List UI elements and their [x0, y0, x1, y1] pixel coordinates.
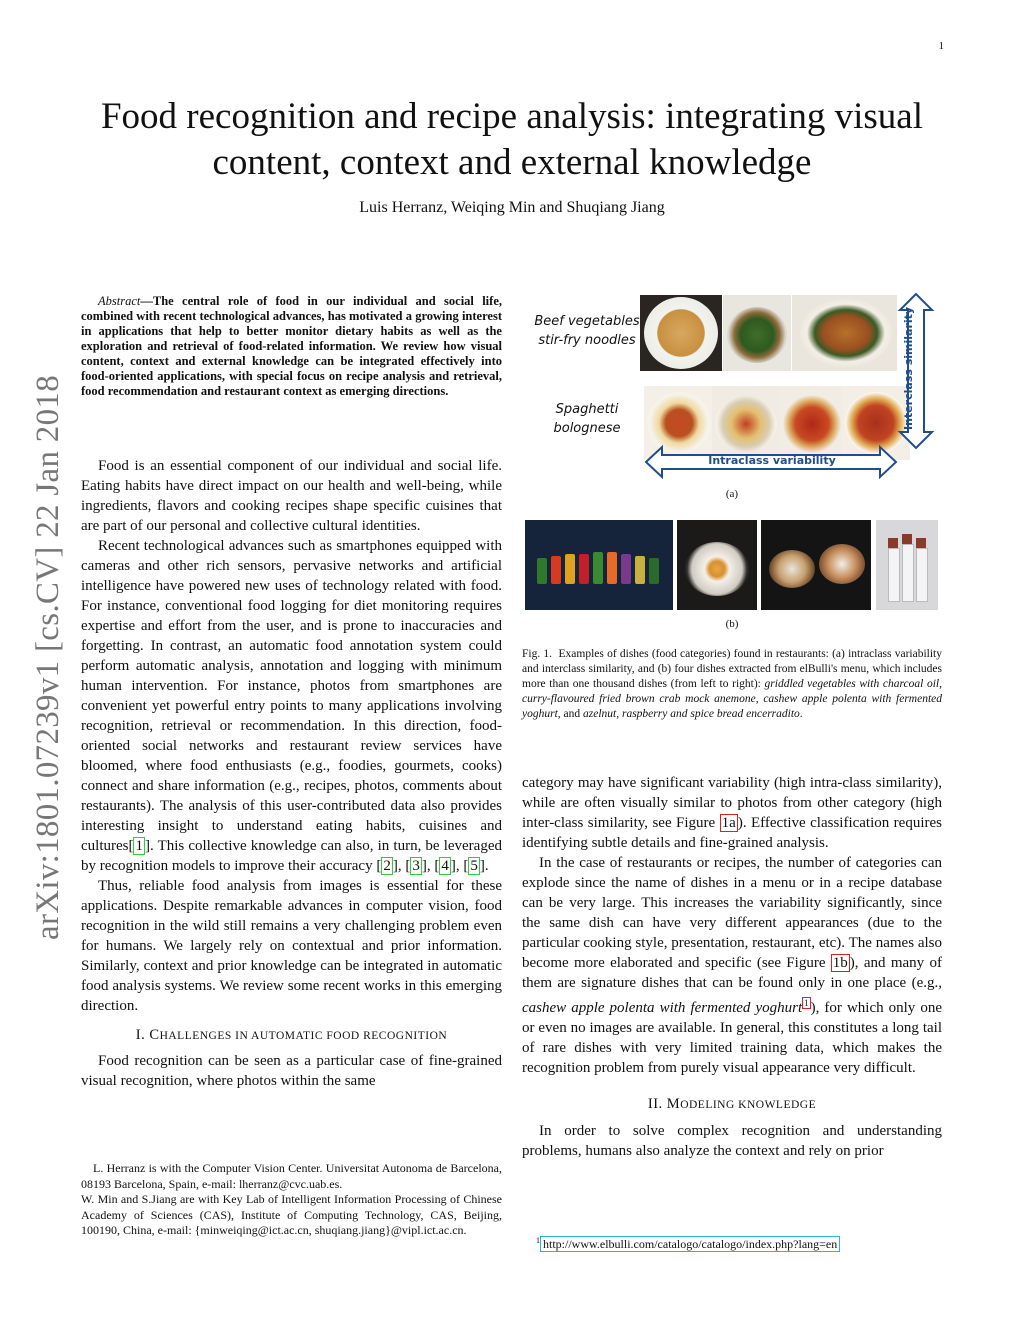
label-spaghetti: Spaghetti bolognese [553, 402, 621, 436]
intro-paragraph-1: Food is an essential component of our individual and social life. Eating habits have direct impact on our health and well-being, while ingredients, flavors and cooking recipes shape specific cuisines that are part of our personal and collective cultural identities. [81, 458, 502, 534]
label-beef-noodles: Beef vegetables stir-fry noodles [534, 314, 640, 348]
footnote-herranz: L. Herranz is with the Computer Vision Center. Universitat Autonoma de Barcelona, 08193 Barcelona, Spain, e-mail: lherranz@cvc.uab.es. [81, 1161, 502, 1191]
intro-paragraph-2: Recent technological advances such as smartphones equipped with cameras and other rich sensors, pervasive networks and artificial intelligence have powered new uses of technology related with food. For instance, conventional food logging for diet monitoring requires expertise and effort from the user, and is prone to inaccuracies and forgetting. In contrast, an automatic food annotation system could perform automatic analysis, annotation and logging with minimum human intervention. For instance, photos from smartphones are convenient yet powerful entry points to many applications involving recognition, retrieval or recommendation. In this direction, food-oriented social networks and restaurant review services have bloomed, where food enthusiasts (e.g., foodies, gourmets, cooks) connect and share information (e.g., recipes, photos, comments about restaurants). The analysis of this user-contributed data also provides interesting insight to understand eating habits, cuisines and cultures[ 1 ]. This collective knowledge can also, in turn, be leveraged by recognition models to improve their accuracy [ 2 ], [ 3 ], [ 4 ], [ 5 ]. [81, 538, 502, 874]
author-footnotes [81, 1161, 502, 1239]
arxiv-stamp: arXiv:1801.07239v1 [cs.CV] 22 Jan 2018 [30, 374, 66, 940]
intro-section [81, 456, 502, 1091]
paper-title: Food recognition and recipe analysis: integrating visual content, context and external knowledge [100, 96, 924, 183]
photo-crab-anemone [677, 520, 757, 610]
abstract-text: —The central role of food in our individual and social life, combined with recent technological advances, has motivated a growing interest in applications that help to better monitor dietary habits as well as the exploration and retrieval of food-related information. We review how visual content, context and external knowledge can be integrated effectively into food-oriented applications, with special focus on recipe analysis and retrieval, food recommendation and restaurant context as emerging directions. [81, 294, 502, 398]
footnote-min-jiang: W. Min and S.Jiang are with Key Lab of Intelligent Information Processing of Chinese Academy of Sciences (CAS), Institute of Computing Technology, CAS, Beijing, 100190, China, e-mail: {minweiqing@ict.ac.cn, shuqiang.jiang}@vipl.ict.ac.cn. [81, 1192, 502, 1237]
photo-griddled-vegetables [525, 520, 673, 610]
section-heading-2: II. MODELING KNOWLEDGE [647, 1096, 817, 1112]
right-paragraph-1: category may have significant variability (high intra-class similarity), while are often visually similar to photos from other category (high inter-class similarity, see Figure 1a ). Effective classification requires identifying subtle details and fine-grained analysis. [522, 775, 942, 851]
footnote-ref-link[interactable]: 1 [804, 998, 809, 1008]
subfigure-b-label: (b) [725, 618, 739, 630]
intraclass-label: Intraclass variability [708, 454, 836, 467]
figure-1a [522, 290, 942, 500]
photo-azelnut-encerradito [876, 520, 938, 610]
figure-1a-arrows [522, 290, 942, 500]
section-heading-1: I. CHALLENGES IN AUTOMATIC FOOD RECOGNITION [135, 1027, 448, 1043]
elbulli-url-link[interactable]: http://www.elbulli.com/catalogo/catalogo/index.php?lang=en [540, 1236, 840, 1252]
figure-ref-link[interactable]: 1b [832, 955, 848, 971]
figure-1b [522, 520, 942, 635]
citation-link[interactable]: 2 [383, 858, 391, 874]
authors: Luis Herranz, Weiqing Min and Shuqiang Jiang [359, 199, 665, 216]
section2-paragraph: In order to solve complex recognition and understanding problems, humans also analyze the context and rely on prior [522, 1123, 942, 1159]
citation-link[interactable]: 1 [135, 838, 143, 854]
citation-link[interactable]: 4 [441, 858, 449, 874]
figure-1-caption: Fig. 1. Examples of dishes (food categories) found in restaurants: (a) intraclass variability and interclass similarity, and (b) four dishes extracted from elBulli's menu, which includes more than one thousand dishes (from left to right): griddled vegetables with charcoal oil, curry-flavoured fried brown crab mock anemone, cashew apple polenta with fermented yoghurt, and azelnut, raspberry and spice bread encerradito. [522, 648, 943, 720]
intro-paragraph-3: Thus, reliable food analysis from images is essential for these applications. Despite remarkable advances in computer vision, food recognition in the wild still remains a very challenging problem even for humans. We largely rely on contextual and prior information. Similarly, context and prior knowledge can be integrated in automatic food analysis systems. We review some recent works in this emerging direction. [81, 878, 502, 1014]
interclass-label: Interclass similarity [902, 306, 915, 430]
page-number: 1 [938, 40, 944, 52]
abstract-label: Abstract [98, 294, 141, 308]
right-column-body [522, 773, 942, 1161]
url-footnote: $^1$ http://www.elbulli.com/catalogo/catalogo/index.php?lang=en [536, 1236, 936, 1252]
section1-paragraph: Food recognition can be seen as a particular case of fine-grained visual recognition, where photos within the same [81, 1053, 502, 1089]
subfigure-a-label: (a) [725, 488, 739, 500]
citation-link[interactable]: 5 [470, 858, 478, 874]
abstract [81, 294, 502, 399]
right-paragraph-2: In the case of restaurants or recipes, the number of categories can explode since the name of dishes in a menu or in a recipe database can be very large. This increases the variability significantly, since the same dish can have very different appearances (due to the particular cooking style, presentation, restaurant, etc). The names also become more elaborated and specific (see Figure 1b ), and many of them are signature dishes that can be found only in one place (e.g., cashew apple polenta with fermented yoghurt $^1$ ), for which only one or even no images are available. In general, this constitutes a long tail of rare dishes with very limited training data, which makes the recognition problem from purely visual appearance very difficult. [522, 855, 942, 1076]
citation-link[interactable]: 3 [412, 858, 420, 874]
photo-cashew-polenta [761, 520, 871, 610]
figure-ref-link[interactable]: 1a [721, 815, 736, 831]
